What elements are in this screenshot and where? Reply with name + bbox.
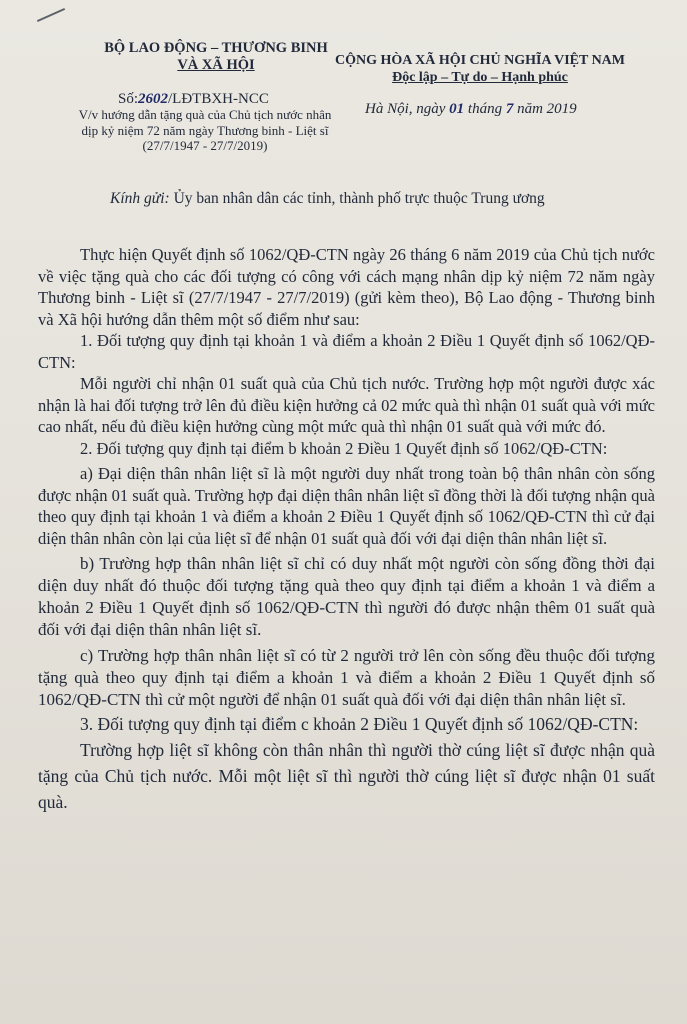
issuing-agency xyxy=(92,40,340,74)
motto: Độc lập – Tự do – Hạnh phúc xyxy=(392,70,568,85)
section-3-text: Trường hợp liệt sĩ không còn thân nhân thì người thờ cúng liệt sĩ được nhận quà tặng của Chủ tịch nước. Mỗi một liệt sĩ thì người thờ cúng liệt sĩ được nhận 01 suất quà. xyxy=(38,740,655,812)
date-day: 01 xyxy=(449,101,465,117)
section-2-item-b: b) Trường hợp thân nhân liệt sĩ chỉ có duy nhất một người còn sống đồng thời đại diện duy nhất đó thuộc đối tượng tặng quà theo quy định tại điểm a khoản 1 và điểm a khoản 2 Điều 1 Quyết định số 1062/QĐ-CTN thì người đó được nhận thêm 01 suất quà đối với đại diện thân nhân liệt sĩ. xyxy=(38,554,655,639)
document-body xyxy=(38,244,655,815)
document-subject: V/v hướng dẫn tặng quà của Chủ tịch nước nhân dịp kỷ niệm 72 năm ngày Thương binh - Liệt sĩ (27/7/1947 - 27/7/2019) xyxy=(78,107,332,153)
pen-mark xyxy=(37,8,65,22)
doc-number-handwritten: 2602 xyxy=(138,91,169,107)
date-mid: tháng xyxy=(467,101,503,117)
document-number xyxy=(118,91,269,108)
date-month: 7 xyxy=(505,101,514,117)
date-suffix: năm 2019 xyxy=(517,101,577,117)
section-2-title: 2. Đối tượng quy định tại điểm b khoản 2 Điều 1 Quyết định số 1062/QĐ-CTN: xyxy=(80,438,608,458)
doc-number-suffix: /LĐTBXH-NCC xyxy=(168,91,269,107)
agency-line-1: BỘ LAO ĐỘNG – THƯƠNG BINH xyxy=(104,40,328,56)
doc-number-prefix: Số: xyxy=(118,91,139,107)
intro-paragraph: Thực hiện Quyết định số 1062/QĐ-CTN ngày 26 tháng 6 năm 2019 của Chủ tịch nước về việc tặng quà cho các đối tượng có công với cách mạng nhân dịp kỷ niệm 72 năm ngày Thương binh - Liệt sĩ (27/7/1947 - 27/7/2019) (gửi kèm theo), Bộ Lao động - Thương binh và Xã hội hướng dẫn thêm một số điểm như sau: xyxy=(38,245,655,329)
agency-line-2: VÀ XÃ HỘI xyxy=(177,57,255,73)
section-1-text: Mỗi người chỉ nhận 01 suất quà của Chủ tịch nước. Trường hợp một người được xác nhận là hai đối tượng trở lên đủ điều kiện hưởng cả 02 mức quà thì nhận 01 suất quà với mức cao nhất, nếu đủ điều kiện hưởng cùng một mức quà thì nhận 01 suất quà với mức đó. xyxy=(38,374,655,436)
national-motto xyxy=(330,52,630,86)
recipient-label: Kính gửi: xyxy=(110,190,170,207)
date-line xyxy=(365,101,577,118)
section-1-title: 1. Đối tượng quy định tại khoản 1 và điểm a khoản 2 Điều 1 Quyết định số 1062/QĐ-CTN: xyxy=(38,331,655,372)
recipient-line xyxy=(110,190,545,208)
section-2-item-c: c) Trường hợp thân nhân liệt sĩ có từ 2 người trở lên còn sống đều thuộc đối tượng tặng quà theo quy định tại điểm a khoản 1 và điểm a khoản 2 Điều 1 Quyết định số 1062/QĐ-CTN thì cử một người để nhận 01 suất quà đối với đại diện thân nhân liệt sĩ. xyxy=(38,646,655,709)
section-2-item-a: a) Đại diện thân nhân liệt sĩ là một người duy nhất trong toàn bộ thân nhân còn sống được nhận 01 suất quà. Trường hợp đại diện thân nhân liệt sĩ đồng thời là đối tượng nhận quà theo quy định tại khoản 1 và điểm a khoản 2 Điều 1 Quyết định số 1062/QĐ-CTN thì cử đại diện thân nhân còn lại của liệt sĩ để nhận 01 suất quà đối với đại diện thân nhân liệt sĩ. xyxy=(38,464,655,548)
date-prefix: Hà Nội, ngày xyxy=(365,101,446,117)
section-3-title: 3. Đối tượng quy định tại điểm c khoản 2 Điều 1 Quyết định số 1062/QĐ-CTN: xyxy=(80,714,639,734)
recipient-text: Ủy ban nhân dân các tỉnh, thành phố trực thuộc Trung ương xyxy=(173,190,545,207)
nation-name: CỘNG HÒA XÃ HỘI CHỦ NGHĨA VIỆT NAM xyxy=(334,53,625,68)
